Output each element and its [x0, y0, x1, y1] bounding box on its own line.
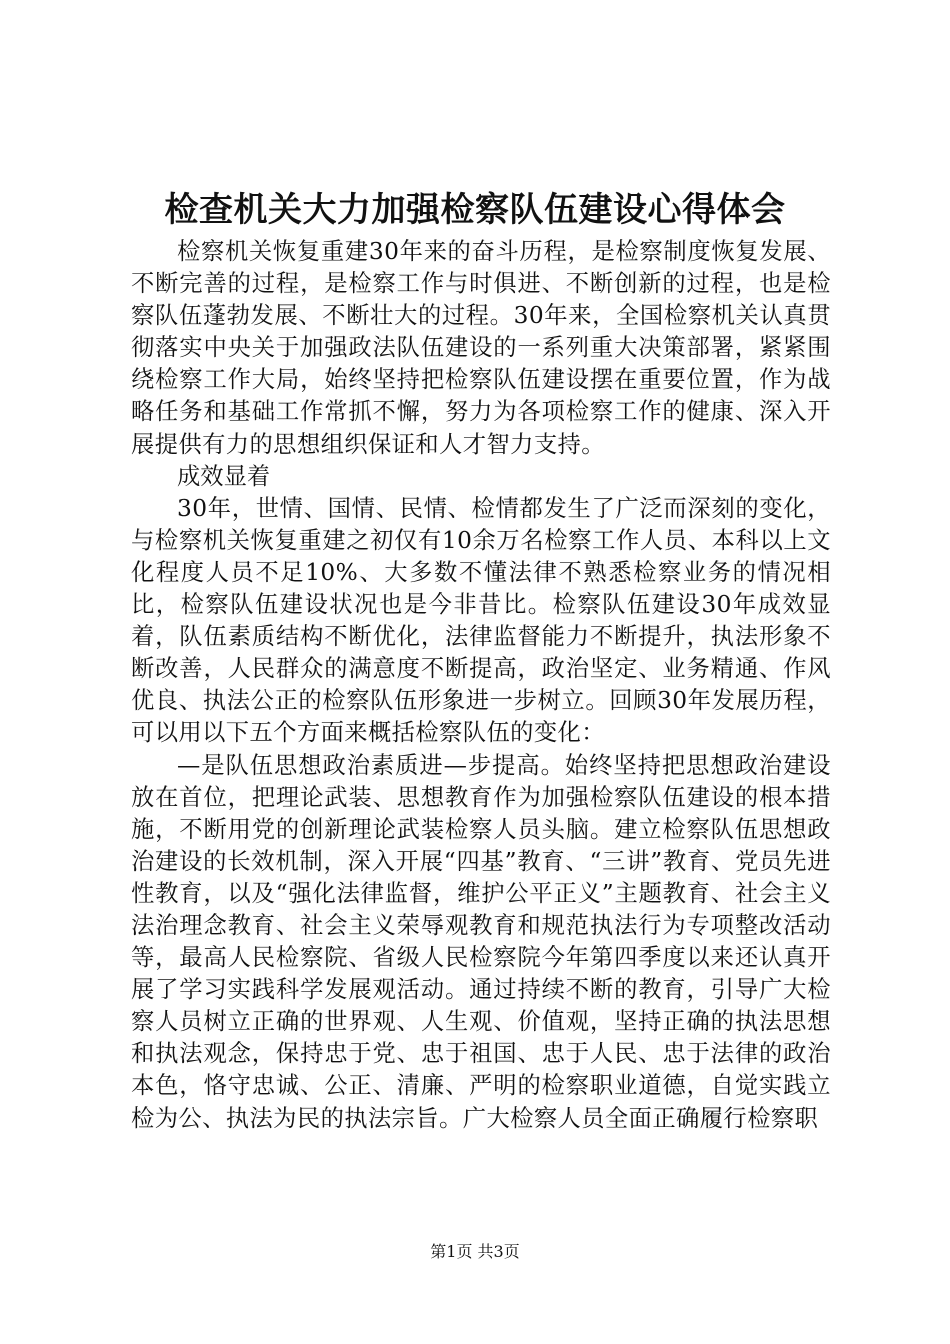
section-heading: 成效显着 [177, 462, 271, 490]
paragraph-ideology: —是队伍思想政治素质进—步提高。始终坚持把思想政治建设放在首位，把理论武装、思想教育作为加强检察队伍建设的根本措施，不断用党的创新理论武装检察人员头脑。建立检察队伍思想政治建设的长效机制，深入开展“四基”教育、“三讲”教育、党员先进性教育，以及“强化法律监督，维护公平正义”主题教育、社会主义法治理念教育、社会主义荣辱观教育和规范执法行为专项整改活动等，最高人民检察院、省级人民检察院今年第四季度以来还认真开展了学习实践科学发展观活动。通过持续不断的教育，引导广大检察人员树立正确的世界观、人生观、价值观，坚持正确的执法思想和执法观念，保持忠于党、忠于祖国、忠于人民、忠于法律的政治本色，恪守忠诚、公正、清廉、严明的检察职业道德，自觉实践立检为公、执法为民的执法宗旨。广大检察人员全面正确履行检察职 [131, 751, 831, 1132]
document-title: 检查机关大力加强检察队伍建设心得体会 [164, 190, 786, 230]
page-footer: 第1页 共3页 [430, 1242, 520, 1261]
paragraph-intro: 检察机关恢复重建30年来的奋斗历程，是检察制度恢复发展、不断完善的过程，是检察工作与时俱进、不断创新的过程，也是检察队伍蓬勃发展、不断壮大的过程。30年来，全国检察机关认真贯彻落实中央关于加强政法队伍建设的一系列重大决策部署，紧紧围绕检察工作大局，始终坚持把检察队伍建设摆在重要位置，作为战略任务和基础工作常抓不懈，努力为各项检察工作的健康、深入开展提供有力的思想组织保证和人才智力支持。 [131, 238, 831, 458]
paragraph-achievements: 30年，世情、国情、民情、检情都发生了广泛而深刻的变化，与检察机关恢复重建之初仅有10余万名检察工作人员、本科以上文化程度人员不足10%、大多数不懂法律不熟悉检察业务的情况相比，检察队伍建设状况也是今非昔比。检察队伍建设30年成效显着，队伍素质结构不断优化，法律监督能力不断提升，执法形象不断改善，人民群众的满意度不断提高，政治坚定、业务精通、作风优良、执法公正的检察队伍形象进一步树立。回顾30年发展历程，可以用以下五个方面来概括检察队伍的变化： [131, 494, 831, 747]
document-body [131, 236, 831, 1135]
